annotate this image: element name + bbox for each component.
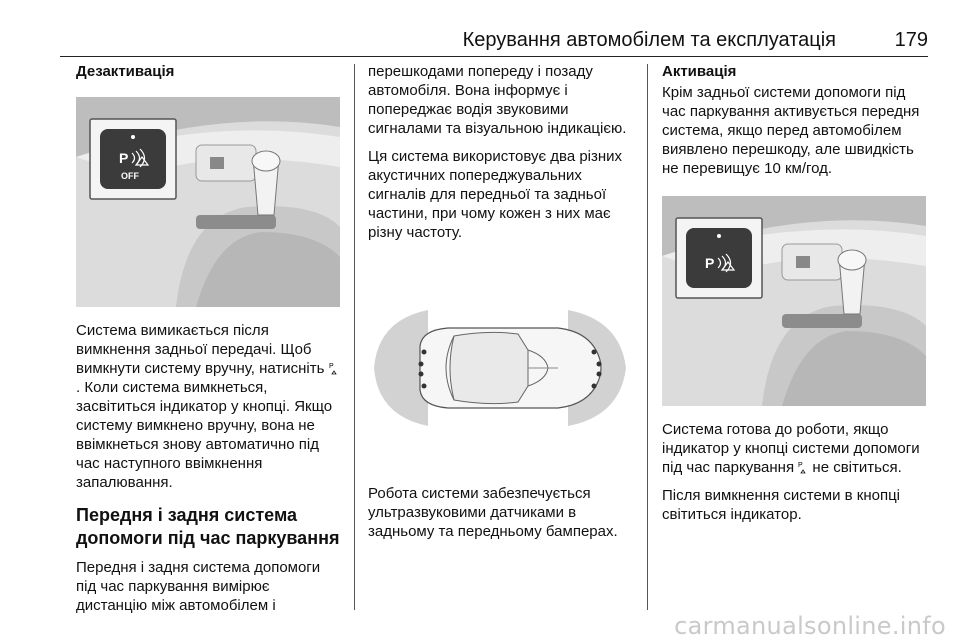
- activation-figure: [662, 196, 926, 406]
- deactivation-paragraph: [76, 321, 341, 492]
- middle-column: [368, 62, 635, 541]
- deactivation-figure: [76, 97, 340, 307]
- parking-sensor-icon: [329, 361, 339, 375]
- page-number: 179: [894, 29, 928, 51]
- sensor-coverage-figure: [368, 260, 632, 470]
- system-description-continued: перешкодами попереду і позаду автомобіля. Вона інформує і попереджає водія звуковими сигналами та візуальною індикацією.: [368, 63, 627, 137]
- activation-paragraph: Крім задньої системи допомоги під час паркування активується передня система, якщо перед автомобілем виявлено перешкоду, але швидкість не перевищує 10 км/год.: [662, 84, 920, 177]
- deactivation-button-glyph: P: [119, 150, 129, 166]
- svg-text:P: P: [798, 462, 803, 469]
- page-header: [60, 28, 928, 56]
- indicator-paragraph: Після вимкнення системи в кнопці світиться індикатор.: [662, 487, 901, 523]
- right-column: [662, 62, 930, 524]
- section-heading: Передня і задня система допомоги під час паркування: [76, 505, 340, 548]
- ready-text-a: Система готова до роботи, якщо індикатор у кнопці системи допомоги під час паркування: [662, 421, 920, 476]
- ready-text-b: не світиться.: [812, 459, 902, 476]
- ready-paragraph: [662, 420, 930, 477]
- deactivation-heading: Дезактивація: [76, 63, 175, 80]
- deactivation-button-label: OFF: [121, 171, 139, 181]
- parking-sensor-icon: [798, 460, 808, 474]
- deactivation-text-b: . Коли система вимкнеться, засвітиться індикатор у кнопці. Якщо систему вимкнено вручну, вона не ввімкнеться знову автоматично під час наступного ввімкнення запалювання.: [76, 379, 333, 491]
- svg-text:P: P: [328, 363, 334, 370]
- car-top-view: [420, 328, 601, 408]
- system-description-start: Передня і задня система допомоги під час паркування вимірює дистанцію між автомобілем і: [76, 559, 321, 614]
- sensors-paragraph: Робота системи забезпечується ультразвуковими датчиками в задньому та передньому бамперах.: [368, 485, 618, 540]
- column-divider-2: [647, 64, 648, 610]
- activation-button-glyph: P: [705, 255, 715, 271]
- header-divider: [60, 56, 928, 57]
- left-column: [76, 62, 341, 615]
- running-title: Керування автомобілем та експлуатація: [462, 29, 836, 51]
- activation-heading: Активація: [662, 63, 737, 80]
- acoustic-signals-paragraph: Ця система використовує два різних акустичних попереджувальних сигналів для передньої та задньої частини, при чому кожен з них має різну частоту.: [368, 148, 623, 241]
- column-divider-1: [354, 64, 355, 610]
- watermark: carmanualsonline.info: [674, 612, 946, 640]
- deactivation-text-a: Система вимикається після вимкнення задньої передачі. Щоб вимкнути систему вручну, натисніть: [76, 322, 325, 377]
